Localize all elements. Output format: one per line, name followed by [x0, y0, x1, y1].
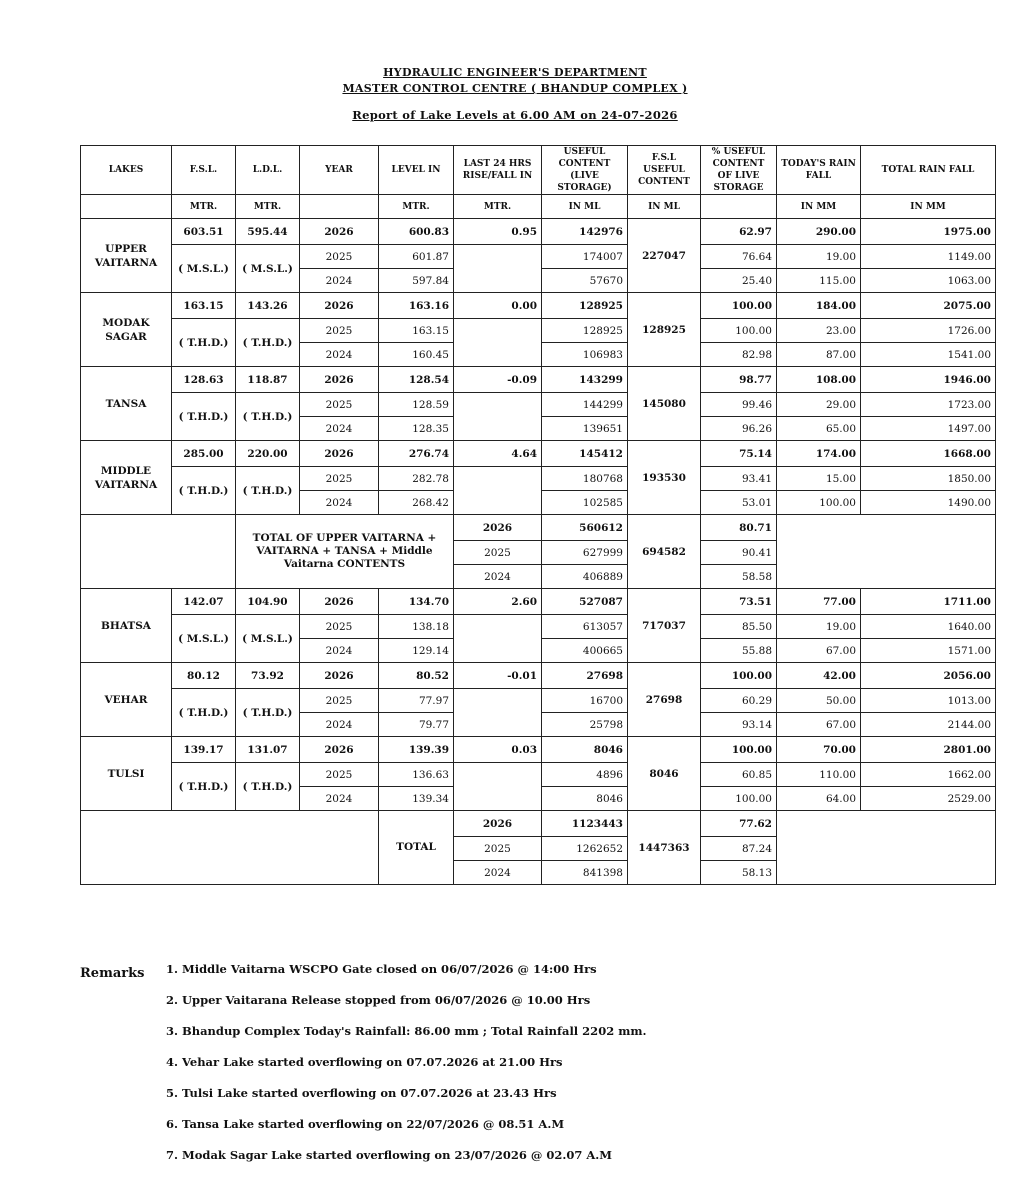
year-cell: 2026 [300, 441, 379, 467]
year-cell: 2026 [300, 663, 379, 689]
useful-content-cell: 613057 [542, 615, 628, 639]
pct-cell: 96.26 [701, 417, 777, 441]
level-cell: 163.16 [379, 293, 454, 319]
remark-item: 1. Middle Vaitarna WSCPO Gate closed on 06/07/2026 @ 14:00 Hrs [166, 962, 597, 976]
col-today-rain: TODAY'S RAIN FALL [777, 146, 861, 195]
rise-fall-empty [454, 319, 542, 367]
pct-cell: 25.40 [701, 269, 777, 293]
rise-fall-empty [454, 393, 542, 441]
today-rain-cell: 50.00 [777, 689, 861, 713]
level-cell: 282.78 [379, 467, 454, 491]
total-rain-cell: 1013.00 [861, 689, 996, 713]
rise-fall-cell: 2.60 [454, 589, 542, 615]
useful-content-cell: 4896 [542, 763, 628, 787]
total-blank [81, 811, 379, 885]
level-cell: 268.42 [379, 491, 454, 515]
useful-content-cell: 139651 [542, 417, 628, 441]
rain-blank [777, 811, 996, 885]
unit-fsl: MTR. [172, 195, 236, 219]
total-rain-cell: 2801.00 [861, 737, 996, 763]
centre-title: MASTER CONTROL CENTRE ( BHANDUP COMPLEX ) [342, 82, 688, 95]
level-cell: 160.45 [379, 343, 454, 367]
ldl-datum: ( T.H.D.) [236, 319, 300, 367]
table-row [81, 367, 996, 393]
subtotal-row [81, 515, 996, 541]
rise-fall-cell: 0.03 [454, 737, 542, 763]
today-rain-cell: 67.00 [777, 713, 861, 737]
table-row [81, 737, 996, 763]
pct-cell: 87.24 [701, 837, 777, 861]
table-row [81, 393, 996, 417]
lake-name: VEHAR [81, 663, 172, 737]
fsl-useful-cell: 1447363 [628, 811, 701, 885]
year-cell: 2025 [300, 245, 379, 269]
fsl-datum: ( T.H.D.) [172, 763, 236, 811]
useful-content-cell: 144299 [542, 393, 628, 417]
fsl-value: 163.15 [172, 293, 236, 319]
col-ldl: L.D.L. [236, 146, 300, 195]
col-year: YEAR [300, 146, 379, 195]
total-rain-cell: 1726.00 [861, 319, 996, 343]
total-label: TOTAL [379, 811, 454, 885]
year-cell: 2025 [300, 393, 379, 417]
pct-cell: 80.71 [701, 515, 777, 541]
year-cell: 2026 [454, 515, 542, 541]
fsl-useful-cell: 193530 [628, 441, 701, 515]
fsl-useful-cell: 145080 [628, 367, 701, 441]
ldl-value: 118.87 [236, 367, 300, 393]
year-cell: 2026 [300, 589, 379, 615]
year-cell: 2025 [454, 837, 542, 861]
lake-name: BHATSA [81, 589, 172, 663]
pct-cell: 73.51 [701, 589, 777, 615]
total-rain-cell: 1946.00 [861, 367, 996, 393]
lake-name: TANSA [81, 367, 172, 441]
fsl-datum: ( M.S.L.) [172, 615, 236, 663]
total-rain-cell: 1571.00 [861, 639, 996, 663]
useful-content-cell: 527087 [542, 589, 628, 615]
pct-cell: 58.13 [701, 861, 777, 885]
level-cell: 136.63 [379, 763, 454, 787]
level-cell: 600.83 [379, 219, 454, 245]
pct-cell: 76.64 [701, 245, 777, 269]
year-cell: 2025 [300, 319, 379, 343]
pct-cell: 93.41 [701, 467, 777, 491]
total-rain-cell: 1063.00 [861, 269, 996, 293]
col-total-rain: TOTAL RAIN FALL [861, 146, 996, 195]
pct-cell: 82.98 [701, 343, 777, 367]
today-rain-cell: 87.00 [777, 343, 861, 367]
fsl-value: 128.63 [172, 367, 236, 393]
year-cell: 2024 [454, 565, 542, 589]
useful-content-cell: 8046 [542, 787, 628, 811]
useful-content-cell: 841398 [542, 861, 628, 885]
fsl-useful-cell: 717037 [628, 589, 701, 663]
department-title: HYDRAULIC ENGINEER'S DEPARTMENT [383, 66, 647, 79]
level-cell: 138.18 [379, 615, 454, 639]
fsl-datum: ( T.H.D.) [172, 393, 236, 441]
pct-cell: 90.41 [701, 541, 777, 565]
useful-content-cell: 106983 [542, 343, 628, 367]
level-cell: 139.34 [379, 787, 454, 811]
useful-content-cell: 8046 [542, 737, 628, 763]
ldl-value: 143.26 [236, 293, 300, 319]
total-rain-cell: 1711.00 [861, 589, 996, 615]
year-cell: 2025 [300, 615, 379, 639]
level-cell: 601.87 [379, 245, 454, 269]
year-cell: 2024 [300, 639, 379, 663]
fsl-useful-cell: 694582 [628, 515, 701, 589]
today-rain-cell: 23.00 [777, 319, 861, 343]
useful-content-cell: 627999 [542, 541, 628, 565]
level-cell: 128.59 [379, 393, 454, 417]
year-cell: 2025 [300, 763, 379, 787]
fsl-datum: ( M.S.L.) [172, 245, 236, 293]
rise-fall-cell: 4.64 [454, 441, 542, 467]
year-cell: 2024 [454, 861, 542, 885]
total-rain-cell: 2075.00 [861, 293, 996, 319]
level-cell: 597.84 [379, 269, 454, 293]
total-rain-cell: 1662.00 [861, 763, 996, 787]
pct-cell: 53.01 [701, 491, 777, 515]
ldl-value: 104.90 [236, 589, 300, 615]
unit-total-rain: IN MM [861, 195, 996, 219]
today-rain-cell: 115.00 [777, 269, 861, 293]
rise-fall-cell: -0.01 [454, 663, 542, 689]
useful-content-cell: 143299 [542, 367, 628, 393]
level-cell: 128.54 [379, 367, 454, 393]
remarks-title: Remarks [80, 966, 145, 981]
pct-cell: 98.77 [701, 367, 777, 393]
fsl-datum: ( T.H.D.) [172, 319, 236, 367]
lake-name: MODAK SAGAR [81, 293, 172, 367]
total-rain-cell: 1723.00 [861, 393, 996, 417]
total-rain-cell: 1850.00 [861, 467, 996, 491]
fsl-useful-cell: 227047 [628, 219, 701, 293]
table-row [81, 219, 996, 245]
col-useful-content: USEFUL CONTENT (LIVE STORAGE) [542, 146, 628, 195]
level-cell: 129.14 [379, 639, 454, 663]
level-cell: 128.35 [379, 417, 454, 441]
table-row [81, 663, 996, 689]
ldl-value: 73.92 [236, 663, 300, 689]
table-row [81, 441, 996, 467]
subtotal-blank [81, 515, 236, 589]
total-row [81, 811, 996, 837]
today-rain-cell: 108.00 [777, 367, 861, 393]
year-cell: 2025 [454, 541, 542, 565]
unit-level: MTR. [379, 195, 454, 219]
year-cell: 2025 [300, 689, 379, 713]
year-cell: 2024 [300, 417, 379, 441]
table-row [81, 589, 996, 615]
ldl-datum: ( T.H.D.) [236, 763, 300, 811]
pct-cell: 93.14 [701, 713, 777, 737]
pct-cell: 60.29 [701, 689, 777, 713]
fsl-value: 603.51 [172, 219, 236, 245]
fsl-useful-cell: 27698 [628, 663, 701, 737]
useful-content-cell: 180768 [542, 467, 628, 491]
fsl-value: 142.07 [172, 589, 236, 615]
today-rain-cell: 70.00 [777, 737, 861, 763]
col-pct-useful: % USEFUL CONTENT OF LIVE STORAGE [701, 146, 777, 195]
useful-content-cell: 560612 [542, 515, 628, 541]
year-cell: 2024 [300, 343, 379, 367]
level-cell: 77.97 [379, 689, 454, 713]
unit-year [300, 195, 379, 219]
unit-fsl-useful: IN ML [628, 195, 701, 219]
level-cell: 276.74 [379, 441, 454, 467]
table-row [81, 689, 996, 713]
remark-item: 4. Vehar Lake started overflowing on 07.07.2026 at 21.00 Hrs [166, 1055, 563, 1069]
rise-fall-empty [454, 245, 542, 293]
pct-cell: 100.00 [701, 737, 777, 763]
rise-fall-empty [454, 467, 542, 515]
units-row [81, 195, 996, 219]
level-cell: 139.39 [379, 737, 454, 763]
table-row [81, 467, 996, 491]
ldl-datum: ( M.S.L.) [236, 245, 300, 293]
useful-content-cell: 102585 [542, 491, 628, 515]
useful-content-cell: 145412 [542, 441, 628, 467]
pct-cell: 100.00 [701, 293, 777, 319]
useful-content-cell: 174007 [542, 245, 628, 269]
lake-name: UPPER VAITARNA [81, 219, 172, 293]
level-cell: 134.70 [379, 589, 454, 615]
total-rain-cell: 2144.00 [861, 713, 996, 737]
year-cell: 2026 [300, 367, 379, 393]
useful-content-cell: 16700 [542, 689, 628, 713]
today-rain-cell: 19.00 [777, 615, 861, 639]
header-row [81, 146, 996, 195]
year-cell: 2026 [300, 219, 379, 245]
useful-content-cell: 142976 [542, 219, 628, 245]
lake-levels-table [80, 145, 996, 885]
subtotal-label: TOTAL OF UPPER VAITARNA + VAITARNA + TANSA + Middle Vaitarna CONTENTS [236, 515, 454, 589]
remarks-list [166, 958, 647, 1175]
col-fsl: F.S.L. [172, 146, 236, 195]
remark-item: 2. Upper Vaitarana Release stopped from 06/07/2026 @ 10.00 Hrs [166, 993, 591, 1007]
useful-content-cell: 27698 [542, 663, 628, 689]
today-rain-cell: 100.00 [777, 491, 861, 515]
pct-cell: 55.88 [701, 639, 777, 663]
today-rain-cell: 174.00 [777, 441, 861, 467]
lake-name: TULSI [81, 737, 172, 811]
total-rain-cell: 1668.00 [861, 441, 996, 467]
rise-fall-empty [454, 615, 542, 663]
col-level: LEVEL IN [379, 146, 454, 195]
total-rain-cell: 1975.00 [861, 219, 996, 245]
lake-name: MIDDLE VAITARNA [81, 441, 172, 515]
year-cell: 2024 [300, 713, 379, 737]
table-row [81, 615, 996, 639]
col-lakes: LAKES [81, 146, 172, 195]
today-rain-cell: 19.00 [777, 245, 861, 269]
year-cell: 2024 [300, 787, 379, 811]
fsl-datum: ( T.H.D.) [172, 689, 236, 737]
useful-content-cell: 400665 [542, 639, 628, 663]
total-rain-cell: 2529.00 [861, 787, 996, 811]
pct-cell: 100.00 [701, 787, 777, 811]
unit-ldl: MTR. [236, 195, 300, 219]
table-row [81, 763, 996, 787]
ldl-datum: ( M.S.L.) [236, 615, 300, 663]
fsl-useful-cell: 128925 [628, 293, 701, 367]
useful-content-cell: 57670 [542, 269, 628, 293]
unit-lakes [81, 195, 172, 219]
ldl-datum: ( T.H.D.) [236, 467, 300, 515]
year-cell: 2026 [300, 737, 379, 763]
rain-blank [777, 515, 996, 589]
year-cell: 2026 [300, 293, 379, 319]
remark-item: 7. Modak Sagar Lake started overflowing on 23/07/2026 @ 02.07 A.M [166, 1148, 613, 1162]
fsl-datum: ( T.H.D.) [172, 467, 236, 515]
pct-cell: 77.62 [701, 811, 777, 837]
pct-cell: 60.85 [701, 763, 777, 787]
rise-fall-cell: -0.09 [454, 367, 542, 393]
total-rain-cell: 2056.00 [861, 663, 996, 689]
pct-cell: 62.97 [701, 219, 777, 245]
total-rain-cell: 1541.00 [861, 343, 996, 367]
remark-item: 6. Tansa Lake started overflowing on 22/07/2026 @ 08.51 A.M [166, 1117, 565, 1131]
year-cell: 2024 [300, 491, 379, 515]
rise-fall-cell: 0.95 [454, 219, 542, 245]
year-cell: 2026 [454, 811, 542, 837]
fsl-value: 285.00 [172, 441, 236, 467]
table-row [81, 245, 996, 269]
rise-fall-cell: 0.00 [454, 293, 542, 319]
useful-content-cell: 406889 [542, 565, 628, 589]
ldl-value: 595.44 [236, 219, 300, 245]
ldl-datum: ( T.H.D.) [236, 689, 300, 737]
today-rain-cell: 64.00 [777, 787, 861, 811]
level-cell: 163.15 [379, 319, 454, 343]
table-row [81, 293, 996, 319]
today-rain-cell: 184.00 [777, 293, 861, 319]
report-title: Report of Lake Levels at 6.00 AM on 24-07-2026 [352, 108, 678, 122]
pct-cell: 100.00 [701, 319, 777, 343]
today-rain-cell: 67.00 [777, 639, 861, 663]
today-rain-cell: 15.00 [777, 467, 861, 491]
year-cell: 2025 [300, 467, 379, 491]
useful-content-cell: 25798 [542, 713, 628, 737]
pct-cell: 100.00 [701, 663, 777, 689]
today-rain-cell: 290.00 [777, 219, 861, 245]
level-cell: 80.52 [379, 663, 454, 689]
remark-item: 5. Tulsi Lake started overflowing on 07.07.2026 at 23.43 Hrs [166, 1086, 557, 1100]
pct-cell: 58.58 [701, 565, 777, 589]
today-rain-cell: 42.00 [777, 663, 861, 689]
remark-item: 3. Bhandup Complex Today's Rainfall: 86.00 mm ; Total Rainfall 2202 mm. [166, 1024, 647, 1038]
rise-fall-empty [454, 763, 542, 811]
col-fsl-useful: F.S.L USEFUL CONTENT [628, 146, 701, 195]
useful-content-cell: 1262652 [542, 837, 628, 861]
useful-content-cell: 128925 [542, 319, 628, 343]
rise-fall-empty [454, 689, 542, 737]
useful-content-cell: 128925 [542, 293, 628, 319]
today-rain-cell: 110.00 [777, 763, 861, 787]
today-rain-cell: 29.00 [777, 393, 861, 417]
ldl-value: 131.07 [236, 737, 300, 763]
unit-pct [701, 195, 777, 219]
level-cell: 79.77 [379, 713, 454, 737]
fsl-value: 139.17 [172, 737, 236, 763]
year-cell: 2024 [300, 269, 379, 293]
pct-cell: 85.50 [701, 615, 777, 639]
unit-today-rain: IN MM [777, 195, 861, 219]
total-rain-cell: 1497.00 [861, 417, 996, 441]
pct-cell: 75.14 [701, 441, 777, 467]
fsl-value: 80.12 [172, 663, 236, 689]
ldl-value: 220.00 [236, 441, 300, 467]
ldl-datum: ( T.H.D.) [236, 393, 300, 441]
fsl-useful-cell: 8046 [628, 737, 701, 811]
col-rise-fall: LAST 24 HRS RISE/FALL IN [454, 146, 542, 195]
unit-useful: IN ML [542, 195, 628, 219]
unit-rise: MTR. [454, 195, 542, 219]
useful-content-cell: 1123443 [542, 811, 628, 837]
table-row [81, 319, 996, 343]
total-rain-cell: 1149.00 [861, 245, 996, 269]
total-rain-cell: 1490.00 [861, 491, 996, 515]
pct-cell: 99.46 [701, 393, 777, 417]
today-rain-cell: 77.00 [777, 589, 861, 615]
total-rain-cell: 1640.00 [861, 615, 996, 639]
today-rain-cell: 65.00 [777, 417, 861, 441]
